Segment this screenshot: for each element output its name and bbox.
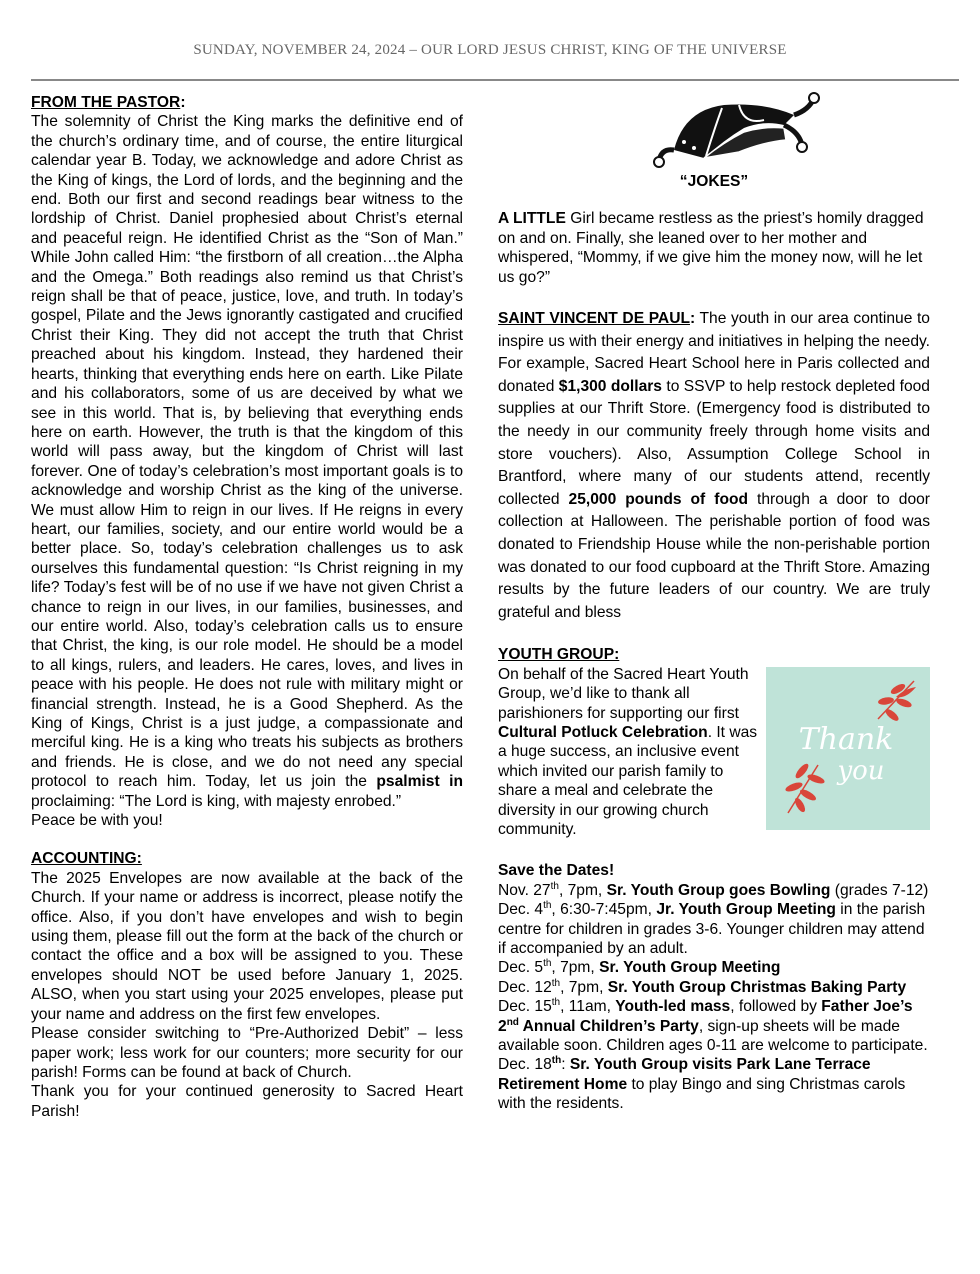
page-header: SUNDAY, NOVEMBER 24, 2024 – OUR LORD JESUS CHRIST, KING OF THE UNIVERSE — [193, 42, 787, 58]
accounting-paragraph-2: Please consider switching to “Pre-Authorized Debit” – less paper work; less work for our counters; more security for our parish! Forms can be found at back of Church. — [31, 1025, 463, 1081]
date-item: Dec. 5th, 7pm, Sr. Youth Group Meeting — [498, 958, 781, 977]
svdp-section: SAINT VINCENT DE PAUL: The youth in our area continue to inspire us with their energy and initiatives in helping the needy. For example, Sacred Heart School here in Paris collected and donated $1,300 dollars to SSVP to help restock depleted food supplies at our Thrift Store. (Emergency food is distributed to the needy in our community freely through home visits and store vouchers). Also, Assumption College School in Brantford, where many of our students attend, recently collected 25,000 pounds of food through a door to door collection at Halloween. The perishable portion of food was donated to Friendship House while the non-perishable portion was donated to our food cupboard at the Thrift Store. Amazing results by the future leaders of our country. We are truly grateful and bless — [498, 310, 930, 621]
joke-text: A LITTLE Girl became restless as the priest’s homily dragged on and on. Finally, she leaned over to her mother and whispered, “Mommy, if we give him the money now, will he let us go?” — [498, 210, 924, 286]
jokes-title: “JOKES” — [679, 173, 749, 190]
accounting-paragraph-3: Thank you for your continued generosity to Sacred Heart Parish! — [31, 1083, 463, 1120]
date-item: Dec. 18th: Sr. Youth Group visits Park Lane Terrace Retirement Home to play Bingo and sing Christmas carols with the residents. — [498, 1055, 906, 1113]
accounting-heading: ACCOUNTING: — [31, 850, 142, 868]
youth-text: On behalf of the Sacred Heart Youth Group, we’d like to thank all parishioners for supporting our first Cultural Potluck Celebration. It was a huge success, an inclusive event which invited our parish family to share a meal and celebrate the diversity in our growing church community. — [498, 665, 758, 838]
date-item: Dec. 15th, 11am, Youth-led mass, followed by Father Joe’s 2nd Annual Children’s Party, sign-up sheets will be made available soon. Children ages 0-11 are welcome to participate. — [498, 997, 928, 1055]
pastor-heading: FROM THE PASTOR: — [31, 94, 186, 111]
youth-group-section — [498, 645, 930, 839]
save-the-dates-section — [498, 861, 930, 1113]
jester-hat-icon — [538, 90, 930, 170]
date-item: Dec. 4th, 6:30-7:45pm, Jr. Youth Group Meeting in the parish centre for children in grades 3-6. Younger children may attend if accompanied by an adult. — [498, 900, 926, 958]
card-text-thank: Thank — [798, 721, 894, 757]
header-rule — [31, 79, 959, 81]
right-column — [498, 90, 930, 1114]
thank-you-card-image — [766, 667, 930, 830]
youth-heading: YOUTH GROUP: — [498, 646, 620, 664]
accounting-paragraph-1: The 2025 Envelopes are now available at the back of the Church. If your name or address is incorrect, please notify the office. Also, if you don’t have envelopes and wish to begin using them, please fill out the form at the back of the church or contact the office and a box will be assigned to you. These envelopes should NOT be used before January 1, 2025. ALSO, when you start using your 2025 envelopes, please put your name and address on the first few envelopes. — [31, 869, 463, 1023]
dates-heading: Save the Dates! — [498, 862, 615, 880]
pastor-closing: Peace be with you! — [31, 812, 163, 830]
date-item: Dec. 12th, 7pm, Sr. Youth Group Christmas Baking Party — [498, 977, 907, 996]
date-item: Nov. 27th, 7pm, Sr. Youth Group goes Bowling (grades 7-12) — [498, 880, 929, 899]
left-column — [31, 93, 463, 1121]
card-text-you: you — [837, 755, 885, 786]
pastor-body: The solemnity of Christ the King marks the definitive end of the church’s ordinary time, and of course, the entire liturgical calendar year B. Today, we acknowledge and adore Christ as the King of kings, the Lord of lords, and the beginning and the end. Both our first and second readings bear witness to the lordship of Christ. Daniel prophesied about Christ’s eternal and peaceful reign. He identified Christ as the “Son of Man.” While John called Him: “the firstborn of all creation…the Alpha and the Omega.” Both readings also remind us that Christ’s reign shall be that of peace, justice, love, and truth. In today’s gospel, Pilate and the Jews ignorantly castigated and crucified Christ their King. They did not accept the truth that Christ preached about his kingdom. Instead, they hardened their hearts, thinking that everything ends here on earth. Like Pilate and his collaborators, some of us are deceived by what we see in this world. That is, by believing that everything ends here on earth. However, the truth is that the kingdom of this world will pass away, but the kingdom of Christ will last forever. One of today’s celebration’s most important goals is to acknowledge and worship Christ as the king of the universe. We must allow Him to reign in our lives. If He reigns in every heart, our families, society, and our entire world would be a better place. So, today’s celebration challenges us to ask ourselves this fundamental question: “Is Christ reigning in my life? Today’s fest will be of no use if we have not given Christ a chance to reign in our lives, in our families, businesses, and our entire world. Also, today’s celebration calls us to ensure that Christ, the king, is our role model. He should be a model to all kings, rulers, and leaders. He cares, loves, and lives in peace with his people. He does not rule with military might or financial strength. Instead, he is a Good Shepherd. As the King of Kings, Christ is a just judge, a compassionate and merciful king. He is a king who treats his subjects as brothers and friends. He is close, and we do not need any special protocol to reach him. Today, let us join the psalmist in proclaiming: “The Lord is king, with majesty enrobed.” — [31, 113, 463, 810]
